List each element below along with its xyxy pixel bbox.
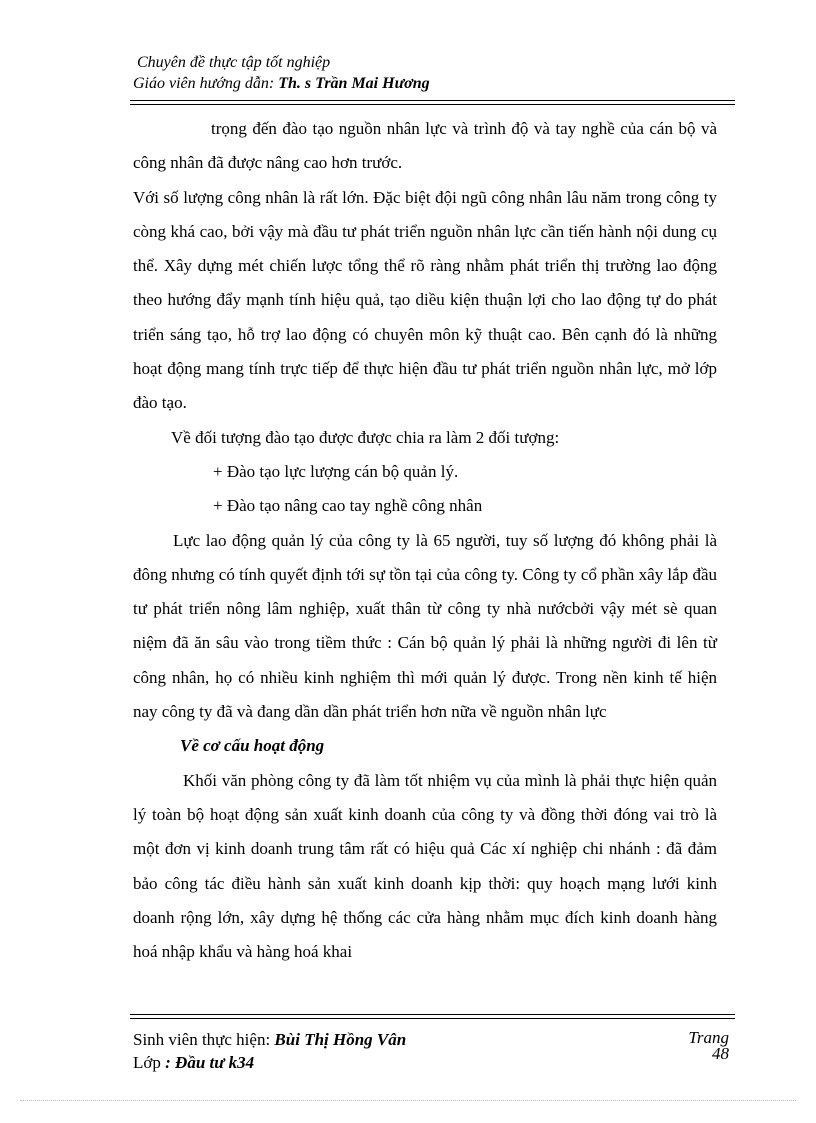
page-number: 48 <box>712 1044 729 1063</box>
paragraph-5: Khối văn phòng công ty đã làm tốt nhiệm vụ của mình là phải thực hiện quản lý toàn bộ hoạt động sản xuất kinh doanh của công ty và đồng thời đóng vai trò là một đơn vị kinh doanh trung tâm rất có hiệu quả Các xí nghiệp chi nhánh : đã đảm bảo công tác điều hành sản xuất kinh doanh kịp thời: quy hoạch mạng lưới kinh doanh rộng lớn, xây dựng hệ thống các cửa hàng nhằm mục đích kinh doanh hàng hoá nhập khẩu và hàng hoá khai <box>133 770 717 962</box>
supervisor-name: Th. s Trần Mai Hương <box>274 75 430 92</box>
paragraph-1: trọng đến đào tạo nguồn nhân lực và trình độ và tay nghề của cán bộ và công nhân đã được nâng cao hơn trước. <box>133 119 717 173</box>
supervisor-label: Giáo viên hướng dẫn: <box>133 75 275 92</box>
page-header <box>133 52 733 94</box>
student-label: Sinh viên thực hiện: <box>133 1030 275 1049</box>
class-name: : Đầu tư k34 <box>165 1053 255 1072</box>
section-heading: Về cơ cấu hoạt động <box>180 736 325 756</box>
footer-rule <box>130 1014 735 1019</box>
bottom-divider <box>20 1100 796 1101</box>
header-rule <box>130 100 735 105</box>
header-supervisor <box>133 73 733 94</box>
page-number-block <box>688 1030 729 1062</box>
paragraph-3: Về đối tượng đào tạo được được chia ra làm 2 đối tượng: <box>171 427 560 447</box>
paragraph-2: Với số lượng công nhân là rất lớn. Đặc biệt đội ngũ công nhân lâu năm trong công ty còng khá cao, bởi vậy mà đầu tư phát triển nguồn nhân lực cần tiến hành nội dung cụ thể. Xây dựng mét chiến lược tổng thể rõ ràng nhằm phát triển thị trường lao động theo hướng đẩy mạnh tính hiệu quả, tạo diều kiện thuận lợi cho lao động tự do phát triển sáng tạo, hỗ trợ lao động có chuyên môn kỹ thuật cao. Bên cạnh đó là những hoạt động mang tính trực tiếp để thực hiện đầu tư phát triển nguồn nhân lực, mở lớp đào tạo. <box>133 187 717 413</box>
document-body <box>133 112 717 969</box>
page-footer <box>133 1028 733 1074</box>
footer-class <box>133 1051 733 1074</box>
header-title: Chuyên đề thực tập tốt nghiệp <box>137 54 331 71</box>
footer-student <box>133 1028 733 1051</box>
class-label: Lớp <box>133 1053 166 1072</box>
bullet-item-1: + Đào tạo lực lượng cán bộ quản lý. <box>213 461 459 481</box>
student-name: Bùi Thị Hồng Vân <box>274 1030 407 1049</box>
page-label: Trang <box>688 1028 729 1047</box>
paragraph-4: Lực lao động quản lý của công ty là 65 người, tuy số lượng đó không phải là đông nhưng có tính quyết định tới sự tồn tại của công ty. Công ty cổ phần xây lắp đầu tư phát triển nông lâm nghiệp, xuất thân từ công ty nhà nướcbởi vậy mét sè quan niệm đã ăn sâu vào trong tiềm thức : Cán bộ quản lý phải là những người đi lên từ công nhân, họ có nhiều kinh nghiệm thì mới quản lý được. Trong nền kinh tế hiện nay công ty đã và đang dần dần phát triển hơn nữa về nguồn nhân lực <box>133 530 717 722</box>
bullet-item-2: + Đào tạo nâng cao tay nghề công nhân <box>213 496 483 516</box>
